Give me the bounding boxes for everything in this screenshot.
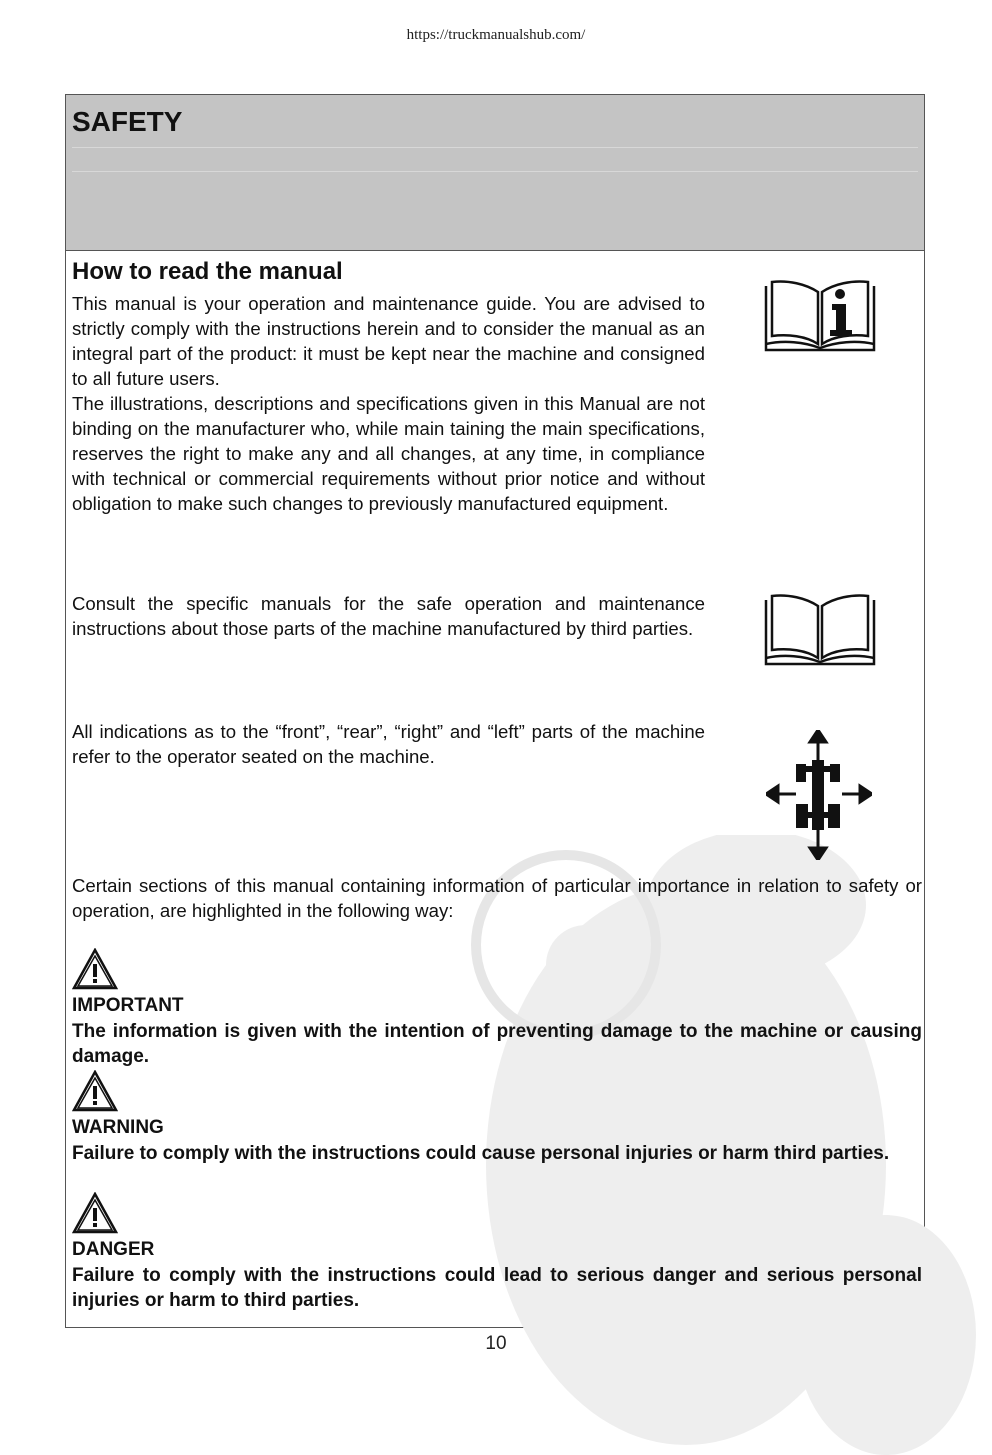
machine-directions-icon (766, 730, 872, 860)
page-frame (65, 94, 925, 1328)
warning-triangle-icon (72, 1192, 118, 1234)
source-url[interactable]: https://truckmanualshub.com/ (406, 27, 586, 43)
notice-label-important: IMPORTANT (72, 995, 184, 1016)
paragraph-specifications: The illustrations, descriptions and specifications given in this Manual are not binding on the manufacturer who, while main taining the main specifications, reserves the right to make any and all changes, at any time, in compliance with technical or commercial requirements without prior notice and without obligation to make such changes to previously manufactured equipment. (72, 393, 705, 514)
section-header (66, 95, 924, 251)
notice-text-warning: Failure to comply with the instructions could cause personal injuries or harm third parties. (72, 1143, 890, 1164)
paragraph-third-party: Consult the specific manuals for the safe operation and maintenance instructions about those parts of the machine manufactured by third parties. (72, 593, 705, 639)
notice-label-warning: WARNING (72, 1117, 164, 1138)
notice-text-danger: Failure to comply with the instructions could lead to serious danger and serious personal injuries or harm to third parties. (72, 1265, 922, 1311)
notice-text-important: The information is given with the intention of preventing damage to the machine or causing damage. (72, 1021, 922, 1067)
header-divider (72, 147, 918, 148)
page-title: SAFETY (72, 106, 183, 137)
book-info-icon (764, 278, 876, 354)
warning-triangle-icon (72, 1070, 118, 1112)
section-heading: How to read the manual (72, 258, 343, 285)
page-number: 10 (485, 1333, 507, 1354)
warning-triangle-icon (72, 948, 118, 990)
paragraph-highlights: Certain sections of this manual containing information of particular importance in relation to safety or operation, are highlighted in the following way: (72, 875, 922, 921)
open-book-icon (764, 592, 876, 668)
header-divider (72, 171, 918, 172)
paragraph-intro: This manual is your operation and maintenance guide. You are advised to strictly comply with the instructions herein and to consider the manual as an integral part of the product: it must be kept near the machine and consigned to all future users. (72, 293, 705, 389)
notice-label-danger: DANGER (72, 1239, 155, 1260)
paragraph-directions: All indications as to the “front”, “rear”, “right” and “left” parts of the machine refer to the operator seated on the machine. (72, 721, 705, 767)
